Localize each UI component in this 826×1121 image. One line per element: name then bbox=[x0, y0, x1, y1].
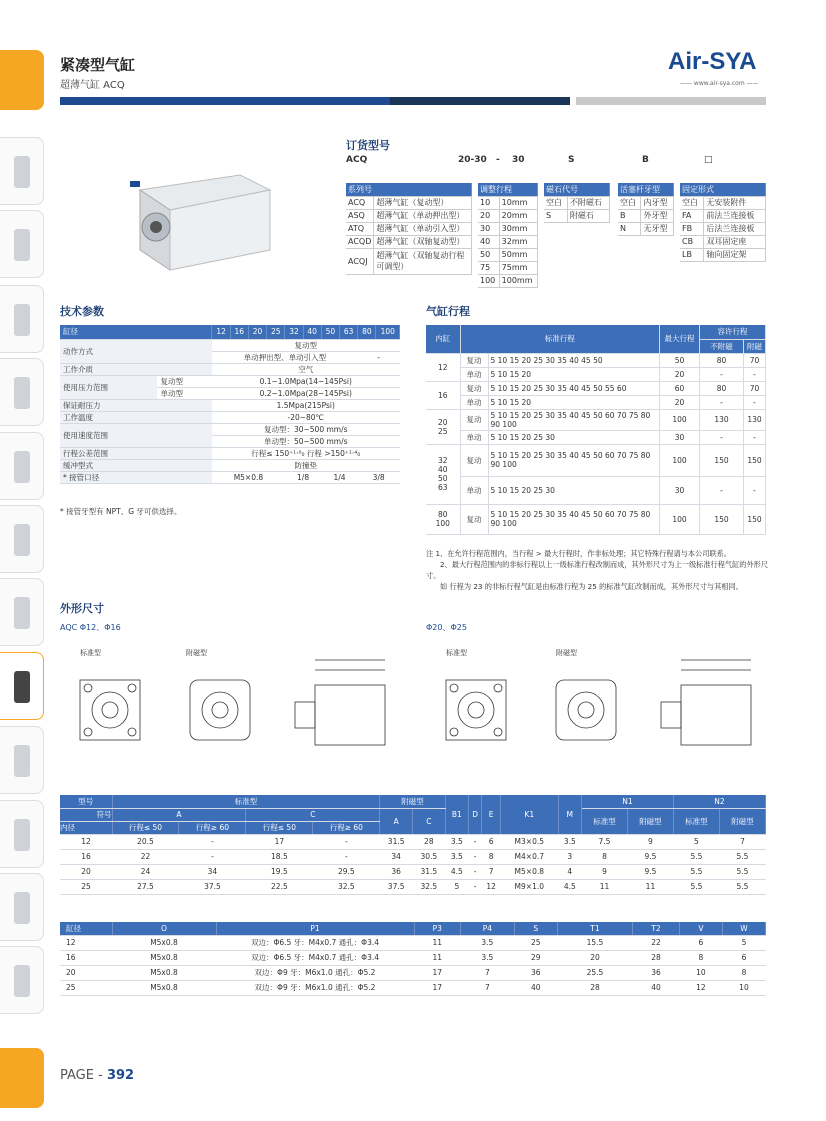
page-title: 紧凑型气缸 bbox=[60, 56, 136, 74]
page-subtitle: 超薄气缸 ACQ bbox=[60, 80, 125, 91]
order-title: 订货型号 bbox=[346, 139, 390, 152]
dim-table-1: 型号 标准型 附磁型 B1 D E K1 M N1 N2 符号 A C A C 标准型 附磁型 标准型 附磁型 内径 行程≤ 50 行程≥ 60 行程≤ 50 行程≥ 60 12 20.5 - 17 - 31.5 28 3.5 - 6 M3×0.5 3.5 7.5 9 5 7 16 22 - 18.5 - 34 30.5 3.5 - 8 M4×0.7 3 8 9.5 5.5 5.5 20 24 34 19.5 29.5 36 31.5 4.5 - 7 M5×0.8 4 9 9.5 5.5 5.5 25 27.5 37.5 22.5 32.5 37.5 32.5 5 - 12 M9×1.0 4.5 11 11 5.5 5.5 bbox=[60, 795, 766, 895]
outline-left-label: AQC Φ12、Φ16 bbox=[60, 623, 121, 632]
header-bar-dark bbox=[390, 97, 570, 105]
nav-thumb-active[interactable] bbox=[0, 652, 44, 720]
page-label: PAGE - bbox=[60, 1068, 103, 1083]
stroke-table: 内缸 标准行程 最大行程 容许行程 不附磁 附磁 12 复动 5 10 15 20 25 30 35 40 45 50 50 80 70 单动 5 10 15 20 20 - - 16 复动 5 10 15 20 25 30 35 40 45 50 55 60 60 80 70 单动 5 10 15 20 20 - - 20 25 复动 5 10 15 20 25 30 35 40 45 50 60 70 75 80 90 100 100 130 130 单动 5 10 15 20 25 30 30 - - 32 40 50 63 复动 5 10 15 20 25 30 35 40 45 50 60 70 75 80 90 100 100 150 150 单动 5 10 15 20 25 30 30 - - 80 100 复动 5 10 15 20 25 30 35 40 45 50 60 70 75 80 90 100 100 150 150 bbox=[426, 325, 766, 535]
outline-mag-left: 附磁型 bbox=[186, 649, 207, 657]
spec-title: 技术参数 bbox=[60, 305, 104, 318]
dim-table-2: 缸径 O P1 P3 P4 S T1 T2 V W 12 M5x0.8 双边：Φ6.5 牙：M4x0.7 通孔：Φ3.4 11 3.5 25 15.5 22 6 5 16 M5x0.8 双边：Φ6.5 牙：M4x0.7 通孔：Φ3.4 11 3.5 29 20 28 8 6 20 M5x0.8 双边：Φ9 牙：M6x1.0 通孔：Φ5.2 17 7 36 25.5 36 10 8 25 M5x0.8 双边：Φ9 牙：M6x1.0 通孔：Φ5.2 17 7 40 28 40 12 10 bbox=[60, 922, 766, 996]
nav-thumb-1[interactable] bbox=[0, 137, 44, 205]
rod-table: 活塞杆牙型 空白 内牙型 B 外牙型 N 无牙型 bbox=[618, 183, 674, 236]
stroke-code-table: 调整行程 10 10mm 20 20mm 30 30mm 40 32mm 50 50mm 75 75mm 100 100mm bbox=[478, 183, 538, 288]
spec-table: 缸径 12 16 20 25 32 40 50 63 80 100 动作方式 复动型 单动押出型、单动引入型 - 工作介质 空气 使用压力范围 复动型 0.1~1.0Mpa(14~145Psi) 单动型 0.2~1.0Mpa(28~145Psi) 保证耐压力 1.5Mpa(215Psi) 工作温度 -20~80℃ 使用速度范围 复动型：30~500 mm/s 单动型：50~500 mm/s 行程公差范围 行程≤ 150⁺¹·⁰₀ 行程 >150⁺¹·⁴₀ 缓冲型式 防撞垫 * 接管口径 M5×0.8 1/8 1/4 3/8 bbox=[60, 325, 400, 484]
code-series: ACQ bbox=[346, 155, 368, 165]
drawing-left bbox=[60, 640, 400, 770]
code-rod: B bbox=[642, 155, 649, 165]
product-image bbox=[120, 165, 280, 280]
outline-mag-right: 附磁型 bbox=[556, 649, 577, 657]
nav-thumb-7[interactable] bbox=[0, 578, 44, 646]
magnet-table: 磁石代号 空白 不附磁石 S 附磁石 bbox=[544, 183, 610, 223]
nav-thumb-10[interactable] bbox=[0, 800, 44, 868]
outline-std-right: 标准型 bbox=[446, 649, 467, 657]
stroke-title: 气缸行程 bbox=[426, 305, 470, 318]
header-tab bbox=[0, 50, 44, 110]
code-stroke: 30 bbox=[512, 155, 525, 165]
code-bore: 20-30 bbox=[458, 155, 487, 165]
outline-right-label: Φ20、Φ25 bbox=[426, 623, 467, 632]
stroke-note-1: 注 1、在允许行程范围内，当行程 > 最大行程时，作非标处理；其它特殊行程请与本公司联系。 bbox=[426, 549, 731, 558]
nav-thumb-4[interactable] bbox=[0, 358, 44, 426]
spec-note: * 接管牙型有 NPT、G 牙可供选择。 bbox=[60, 507, 182, 516]
code-magnet: S bbox=[568, 155, 575, 165]
page-num: 392 bbox=[106, 1068, 135, 1083]
nav-thumb-2[interactable] bbox=[0, 210, 44, 278]
brand-url: —— www.air-sya.com —— bbox=[680, 80, 759, 87]
nav-thumb-3[interactable] bbox=[0, 285, 44, 353]
mount-table: 固定形式 空白 无安装附件 FA 前法兰连接板 FB 后法兰连接板 CB 双耳固定座 LB 轴向固定架 bbox=[680, 183, 766, 262]
stroke-note-2: 2、最大行程范围内的非标行程以上一级标准行程改制而成，其外形尺寸为上一级标准行程气缸的外形尺寸。 bbox=[426, 560, 769, 580]
series-table: 系列号 ACQ 超薄气缸（复动型） ASQ 超薄气缸（单动押出型） ATQ 超薄气缸（单动引入型） ACQD 超薄气缸（双轴复动型） ACQJ 超薄气缸（双轴复动行程可调型） bbox=[346, 183, 472, 275]
nav-thumb-9[interactable] bbox=[0, 726, 44, 794]
nav-thumb-11[interactable] bbox=[0, 873, 44, 941]
drawing-right bbox=[426, 640, 766, 770]
page-number bbox=[60, 1068, 134, 1083]
stroke-note-3: 如 行程为 23 的非标行程气缸是由标准行程为 25 的标准气缸改制而成，其外形尺寸与其相同。 bbox=[440, 582, 743, 591]
header-bar bbox=[60, 97, 390, 105]
nav-thumb-12[interactable] bbox=[0, 946, 44, 1014]
code-dash: - bbox=[496, 155, 500, 165]
stroke-notes bbox=[426, 548, 768, 592]
outline-title: 外形尺寸 bbox=[60, 602, 104, 615]
nav-thumb-6[interactable] bbox=[0, 505, 44, 573]
brand-logo: Air-SYA bbox=[668, 48, 757, 75]
header-bar-gray bbox=[576, 97, 766, 105]
code-mount: □ bbox=[704, 155, 713, 165]
outline-std-left: 标准型 bbox=[80, 649, 101, 657]
footer-tab bbox=[0, 1048, 44, 1108]
nav-thumb-5[interactable] bbox=[0, 432, 44, 500]
